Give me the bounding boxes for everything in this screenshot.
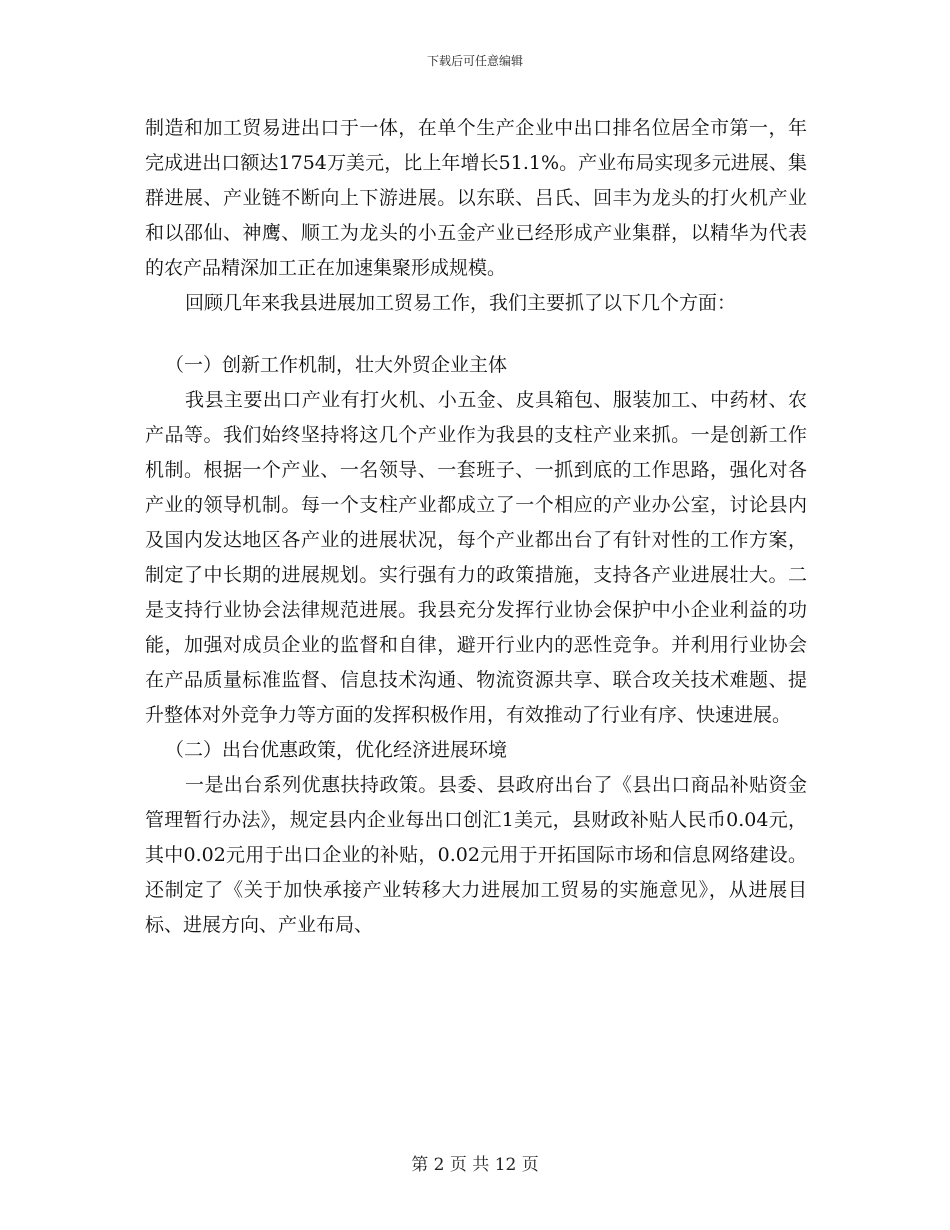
paragraph-section-1: 我县主要出口产业有打火机、小五金、皮具箱包、服装加工、中药材、农产品等。我们始终坚持将这几个产业作为我县的支柱产业来抓。一是创新工作机制。根据一个产业、一名领导、一套班子、一抓到底的工作思路，强化对各产业的领导机制。每一个支柱产业都成立了一个相应的产业办公室，讨论县内及国内发达地区各产业的进展状况，每个产业都出台了有针对性的工作方案，制定了中长期的进展规划。实行强有力的政策措施，支持各产业进展壮大。二是支持行业协会法律规范进展。我县充分发挥行业协会保护中小企业利益的功能，加强对成员企业的监督和自律，避开行业内的恶性竞争。并利用行业协会在产品质量标准监督、信息技术沟通、物流资源共享、联合攻关技术难题、提升整体对外竞争力等方面的发挥积极作用，有效推动了行业有序、快速进展。 [145,389,807,726]
section-heading-1: （一）创新工作机制，壮大外贸企业主体 [165,354,508,376]
page-number-footer: 第 2 页 共 12 页 [411,1155,539,1175]
paragraph-review: 回顾几年来我县进展加工贸易工作，我们主要抓了以下几个方面： [185,292,737,314]
page-header: 下载后可任意编辑 [426,54,523,68]
paragraph-section-2: 一是出台系列优惠扶持政策。县委、县政府出台了《县出口商品补贴资金管理暂行办法》，规定县内企业每出口创汇1美元，县财政补贴人民币0.04元，其中0.02元用于出口企业的补贴，0.02元用于开拓国际市场和信息网络建设。还制定了《关于加快承接产业转移大力进展加工贸易的实施意见》，从进展目标、进展方向、产业布局、 [145,774,807,936]
document-body [145,111,807,943]
section-heading-2: （二）出台优惠政策，优化经济进展环境 [165,739,508,761]
paragraph-continuation: 制造和加工贸易进出口于一体，在单个生产企业中出口排名位居全市第一，年完成进出口额达1754万美元，比上年增长51.1%。产业布局实现多元进展、集群进展、产业链不断向上下游进展。以东联、吕氏、回丰为龙头的打火机产业和以邵仙、神鹰、顺工为龙头的小五金产业已经形成产业集群，以精华为代表的农产品精深加工正在加速集聚形成规模。 [145,117,807,279]
